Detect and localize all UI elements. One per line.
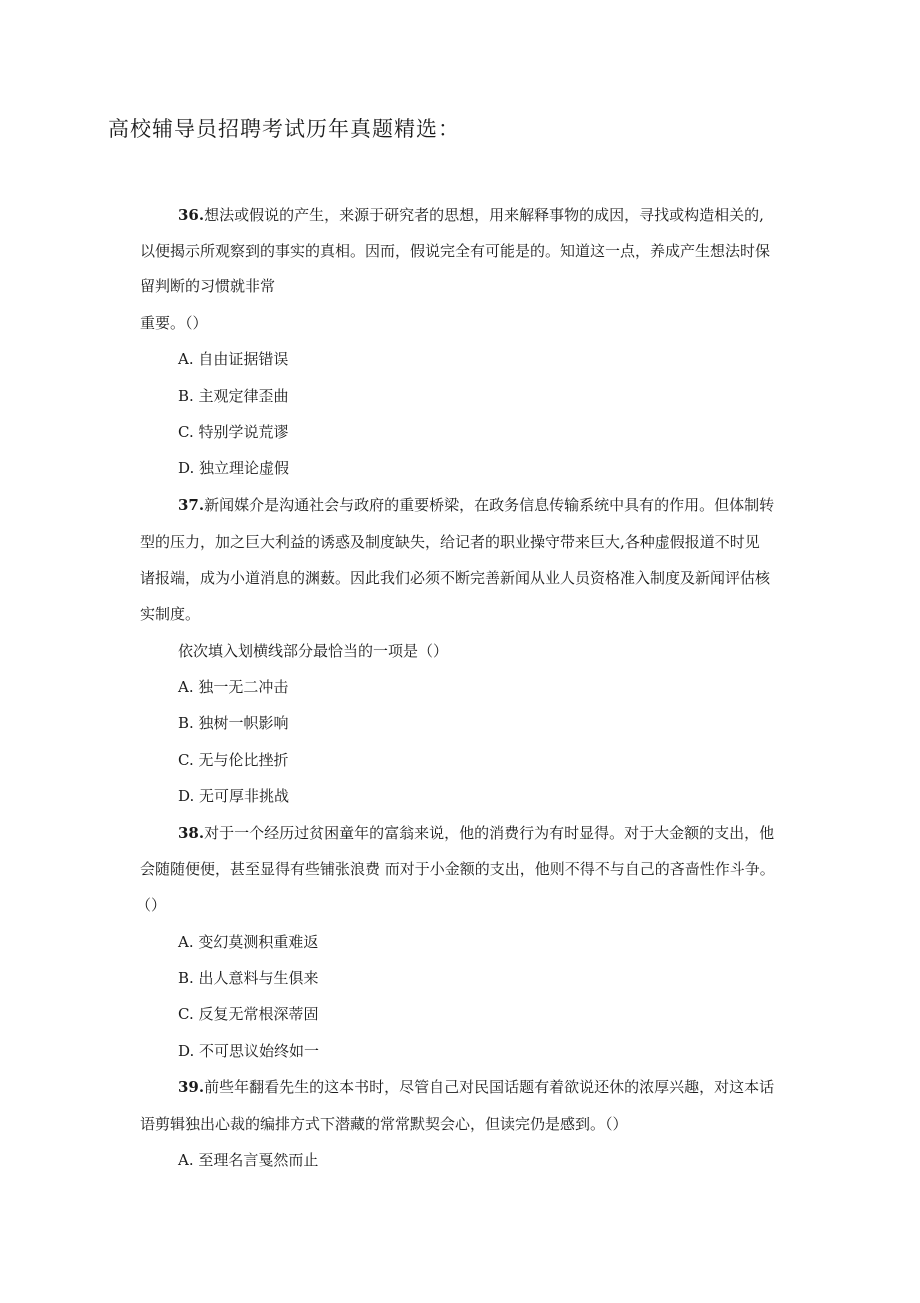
option-d: D. 不可思议始终如一 <box>178 1042 320 1060</box>
option-b: B. 独树一帜影响 <box>178 714 289 732</box>
question-number: 39. <box>178 1078 205 1096</box>
option-a: A. 变幻莫测积重难返 <box>178 933 319 951</box>
question-prompt: 依次填入划横线部分最恰当的一项是（） <box>178 642 449 660</box>
question-number: 36. <box>178 206 205 224</box>
page-title: 高校辅导员招聘考试历年真题精选： <box>108 117 460 141</box>
question-stem-line: 型的压力，加之巨大利益的诱惑及制度缺失，给记者的职业操守带来巨大,各种虚假报道不时见 <box>140 533 760 551</box>
option-d: D. 无可厚非挑战 <box>178 787 290 805</box>
question-stem-line: 以便揭示所观察到的事实的真相。因而，假说完全有可能是的。知道这一点，养成产生想法时保 <box>140 242 771 260</box>
question-number: 38. <box>178 824 205 842</box>
question-stem-line: 语剪辑独出心裁的编排方式下潜藏的常常默契会心，但读完仍是感到。（） <box>140 1115 628 1133</box>
question-stem-line <box>178 494 774 516</box>
option-a: A. 自由证据错误 <box>178 350 289 368</box>
question-stem-line: 诸报端，成为小道消息的渊薮。因此我们必须不断完善新闻从业人员资格准入制度及新闻评估核 <box>140 569 771 587</box>
question-stem-line: 会随随便便，甚至显得有些铺张浪费 而对于小金额的支出，他则不得不与自己的吝啬性作斗争。 <box>140 860 775 878</box>
option-b: B. 主观定律歪曲 <box>178 387 289 405</box>
option-a: A. 独一无二冲击 <box>178 678 289 696</box>
question-text: 想法或假说的产生，来源于研究者的思想，用来解释事物的成因，寻找或构造相关的, <box>204 206 764 224</box>
question-stem-line: 实制度。 <box>140 605 201 623</box>
question-stem-line: （） <box>136 896 167 914</box>
question-text: 新闻媒介是沟通社会与政府的重要桥梁，在政务信息传输系统中具有的作用。但体制转 <box>204 496 775 514</box>
question-stem-line: 留判断的习惯就非常 <box>140 277 276 295</box>
question-stem-line <box>178 1076 774 1098</box>
question-stem-line: 重要。（） <box>140 314 208 332</box>
option-d: D. 独立理论虚假 <box>178 459 290 477</box>
question-text: 对于一个经历过贫困童年的富翁来说，他的消费行为有时显得。对于大金额的支出，他 <box>204 824 775 842</box>
option-c: C. 无与伦比挫折 <box>178 751 289 769</box>
question-stem-line <box>178 204 764 226</box>
option-c: C. 特别学说荒谬 <box>178 423 289 441</box>
question-stem-line <box>178 822 774 844</box>
option-c: C. 反复无常根深蒂固 <box>178 1005 319 1023</box>
question-number: 37. <box>178 496 205 514</box>
option-b: B. 出人意料与生俱来 <box>178 969 319 987</box>
question-text: 前些年翻看先生的这本书时，尽管自己对民国话题有着欲说还休的浓厚兴趣，对这本话 <box>204 1078 775 1096</box>
option-a: A. 至理名言戛然而止 <box>178 1151 319 1169</box>
